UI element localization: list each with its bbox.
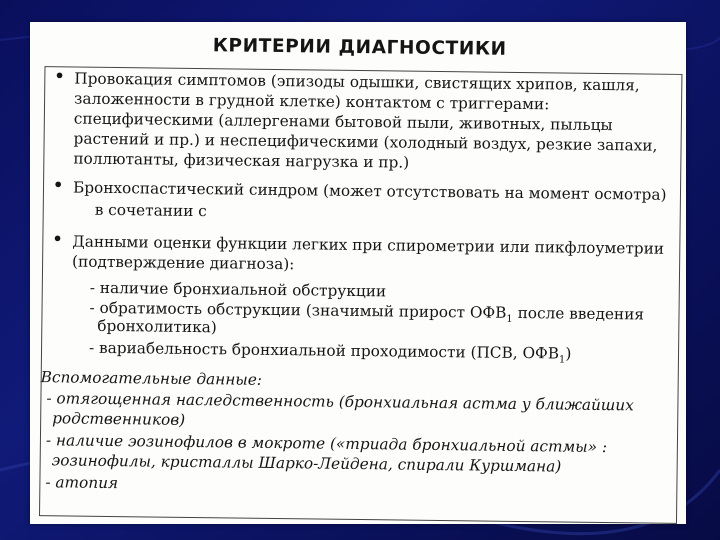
criterion-1-line-2: заложенности в грудной клетке) контактом с триггерами: xyxy=(74,89,550,114)
criterion-3-line-1: Данными оценки функции легких при спирометрии или пикфлоуметрии xyxy=(72,232,665,258)
bullet-marker: • xyxy=(52,229,63,249)
bullet-marker: • xyxy=(52,175,64,195)
spirometry-item-reversibility-cont: бронхолитика) xyxy=(97,316,217,337)
criterion-1-line-3: специфическими (аллергенами бытовой пыли, животных, пыльцы xyxy=(73,109,613,135)
auxiliary-line-1: - отягощенная наследственность (бронхиальная астма у ближайших xyxy=(46,389,634,415)
criterion-1-line-5: поллютанты, физическая нагрузка и пр.) xyxy=(73,149,410,172)
criterion-2-line-1: Бронхоспастический синдром (может отсутствовать на момент осмотра) xyxy=(72,178,667,204)
criterion-1-line-1: Провокация симптомов (эпизоды одышки, свистящих хрипов, кашля, xyxy=(74,69,640,95)
criterion-3-line-2: (подтверждение диагноза): xyxy=(72,252,295,274)
auxiliary-line-2: родственников) xyxy=(52,409,186,429)
page-title: КРИТЕРИИ ДИАГНОСТИКИ xyxy=(212,35,507,60)
auxiliary-heading: Вспомогательные данные: xyxy=(40,368,263,389)
spirometry-item-reversibility: - обратимость обструкции (значимый прирост $ОФВ_1$ после введения xyxy=(89,298,645,325)
document-scan xyxy=(30,22,686,524)
document-page xyxy=(30,22,686,524)
bullet-marker: • xyxy=(54,66,65,86)
spirometry-item-obstruction: - наличие бронхиальной обструкции xyxy=(89,278,387,301)
auxiliary-line-3: - наличие эозинофилов в мокроте («триада бронхиальной астмы» : xyxy=(45,431,608,457)
auxiliary-line-5: - атопия xyxy=(45,473,119,493)
spirometry-item-variability: - вариабельность бронхиальной проходимости (ПСВ, $ОФВ_1$) xyxy=(88,338,572,366)
criterion-2-line-2: в сочетании с xyxy=(94,200,207,221)
criterion-1-line-4: растений и пр.) и неспецифическими (холодный воздух, резкие запахи, xyxy=(73,129,658,155)
auxiliary-line-4: эозинофилы, кристаллы Шарко-Лейдена, спирали Куршмана) xyxy=(51,451,562,476)
